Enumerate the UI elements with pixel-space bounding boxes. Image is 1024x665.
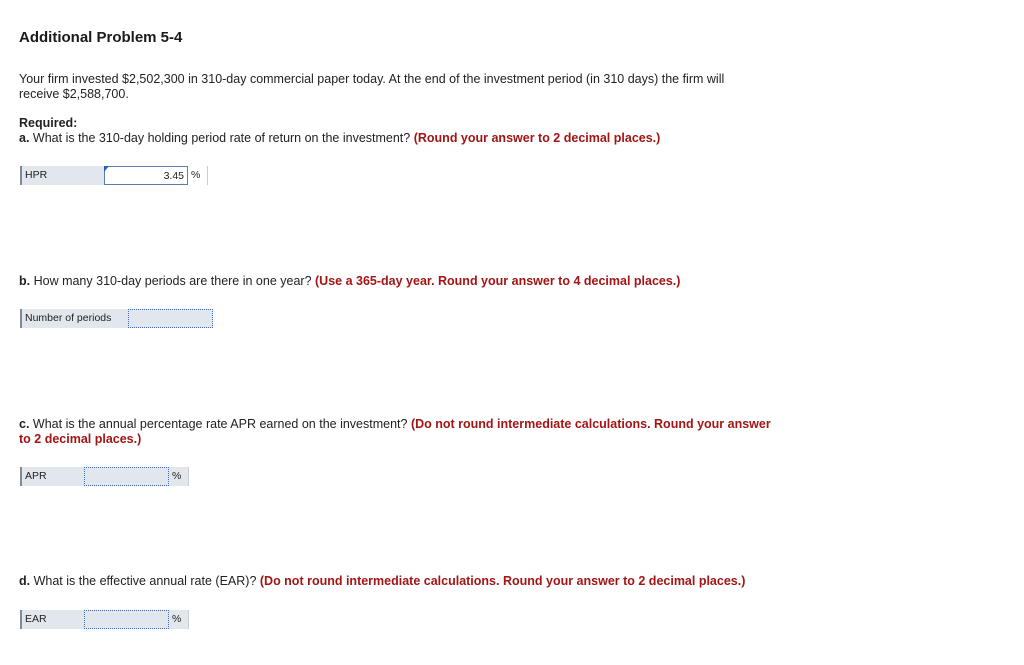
apr-label: APR [20, 467, 84, 486]
required-label: Required: [19, 116, 78, 130]
question-d-instruction: (Do not round intermediate calculations. Round your answer to 2 decimal places.) [259, 574, 746, 588]
question-a-instruction: (Round your answer to 2 decimal places.) [413, 131, 661, 145]
ear-unit: % [169, 610, 189, 629]
answer-flag-icon [104, 166, 109, 172]
periods-input[interactable] [128, 309, 213, 328]
question-c-instruction-1: (Do not round intermediate calculations. Round your answer [410, 417, 771, 431]
question-c-text: What is the annual percentage rate APR earned on the investment? [32, 417, 408, 431]
answer-row-ear [20, 610, 189, 629]
question-c-line-1 [19, 417, 771, 432]
apr-input[interactable] [84, 467, 169, 486]
required-section [19, 116, 660, 146]
question-d-text: What is the effective annual rate (EAR)? [33, 574, 257, 588]
ear-label: EAR [20, 610, 84, 629]
hpr-input-wrap [104, 166, 188, 185]
ear-input[interactable] [84, 610, 169, 629]
question-d [19, 574, 745, 589]
problem-intro [19, 72, 724, 102]
hpr-unit: % [188, 166, 208, 185]
answer-row-periods [20, 309, 213, 328]
intro-line-2: receive $2,588,700. [19, 87, 129, 101]
hpr-input[interactable] [104, 166, 188, 185]
question-b-instruction: (Use a 365-day year. Round your answer to 4 decimal places.) [315, 274, 681, 288]
problem-title: Additional Problem 5-4 [19, 29, 183, 46]
hpr-label: HPR [20, 166, 104, 185]
question-c-letter: c. [19, 417, 30, 431]
question-b-letter: b. [19, 274, 31, 288]
periods-label: Number of periods [20, 309, 128, 328]
apr-unit: % [169, 467, 189, 486]
question-a-letter: a. [19, 131, 30, 145]
question-c-instruction-2: to 2 decimal places.) [19, 432, 142, 446]
question-b-text: How many 310-day periods are there in one year? [33, 274, 312, 288]
question-d-letter: d. [19, 574, 31, 588]
question-b [19, 274, 680, 289]
intro-line-1: Your firm invested $2,502,300 in 310-day commercial paper today. At the end of the investment period (in 310 days) the firm will [19, 72, 725, 86]
answer-row-hpr [20, 166, 208, 185]
question-c [19, 417, 771, 447]
answer-row-apr [20, 467, 189, 486]
question-a [19, 131, 660, 146]
question-a-text: What is the 310-day holding period rate of return on the investment? [32, 131, 411, 145]
